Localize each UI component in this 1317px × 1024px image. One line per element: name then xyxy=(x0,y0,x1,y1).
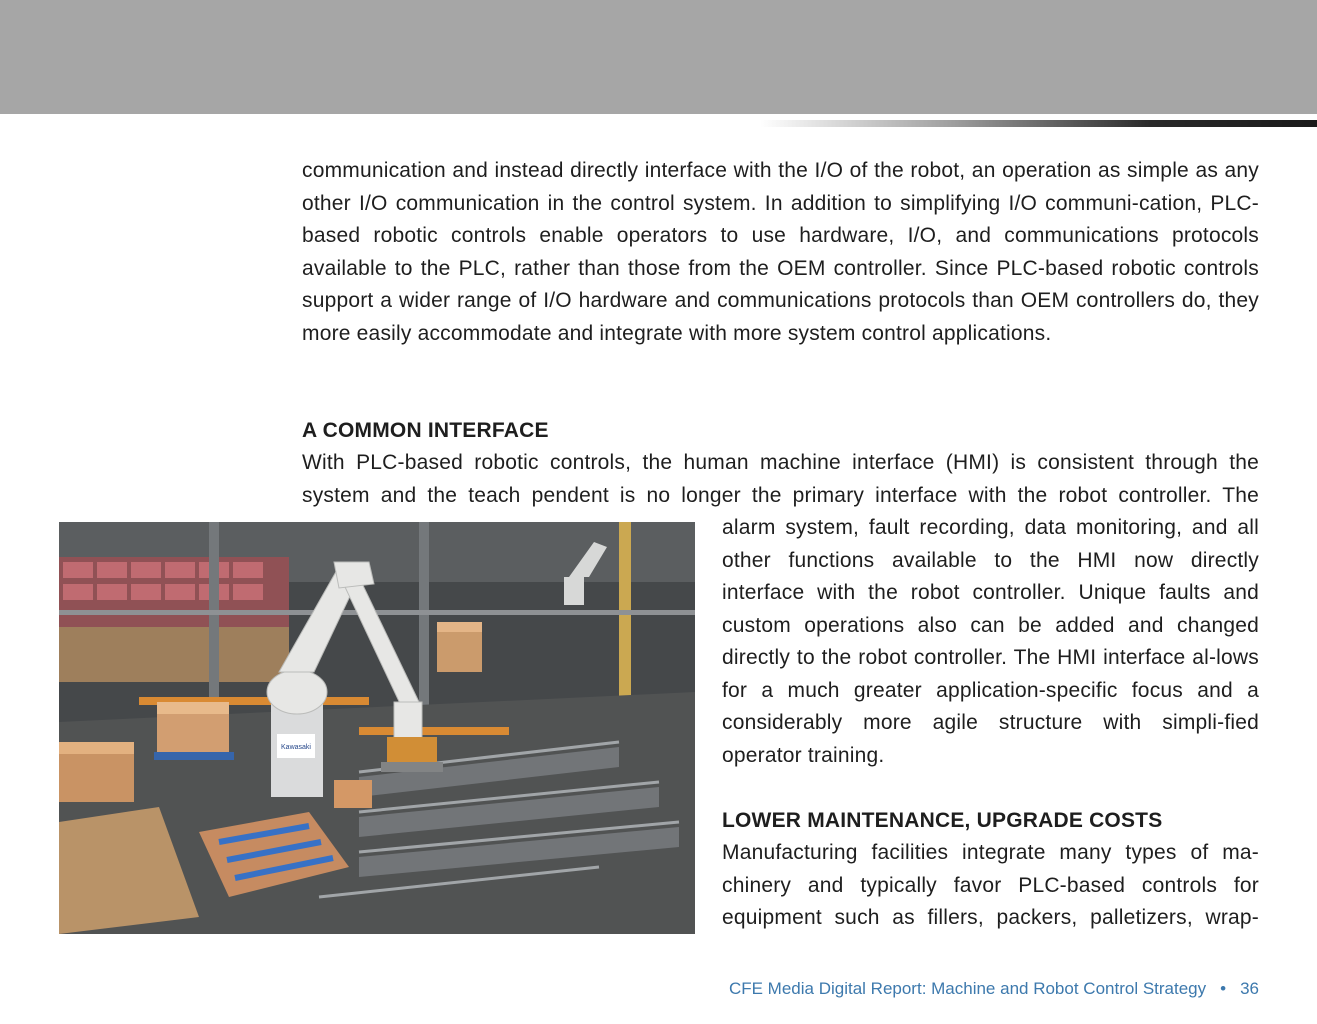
robotic-palletizer-photo xyxy=(59,522,695,934)
header-rule xyxy=(760,120,1317,127)
top-banner xyxy=(0,0,1317,114)
body-paragraph-4: Manufacturing facilities integrate many types of ma-chinery and typically favor PLC-based controls for equipment such as fillers, packers, palletizers, wrap- xyxy=(722,841,1259,929)
page-number: 36 xyxy=(1240,979,1259,998)
section-heading-common-interface: A COMMON INTERFACE xyxy=(302,419,549,442)
section-heading-lower-maintenance: LOWER MAINTENANCE, UPGRADE COSTS xyxy=(722,809,1163,832)
robot-label: Kawasaki xyxy=(281,744,311,751)
body-paragraph-3: alarm system, fault recording, data monitoring, and all other functions available to the HMI now directly interface with the robot controller. Unique faults and custom operations also can be added and changed directly to the robot controller. The HMI interface al-lows for a much greater application-specific focus and a considerably more agile structure with simpli-fied operator training. xyxy=(722,516,1259,767)
footer-separator: • xyxy=(1220,979,1227,998)
footer-report-title: CFE Media Digital Report: Machine and Robot Control Strategy xyxy=(728,979,1207,998)
body-paragraph-1: communication and instead directly interface with the I/O of the robot, an operation as simple as any other I/O communication in the control system. In addition to simplifying I/O communi-cation, PLC-based robotic controls enable operators to use hardware, I/O, and communications protocols available to the PLC, rather than those from the OEM controller. Since PLC-based robotic controls support a wider range of I/O hardware and communications protocols than OEM controllers do, they more easily accommodate and integrate with more system control applications. xyxy=(302,159,1259,345)
body-paragraph-2: With PLC-based robotic controls, the human machine interface (HMI) is consistent through the system and the teach pendent is no longer the primary interface with the robot controller. The xyxy=(302,451,1259,507)
page-footer xyxy=(729,979,1259,999)
